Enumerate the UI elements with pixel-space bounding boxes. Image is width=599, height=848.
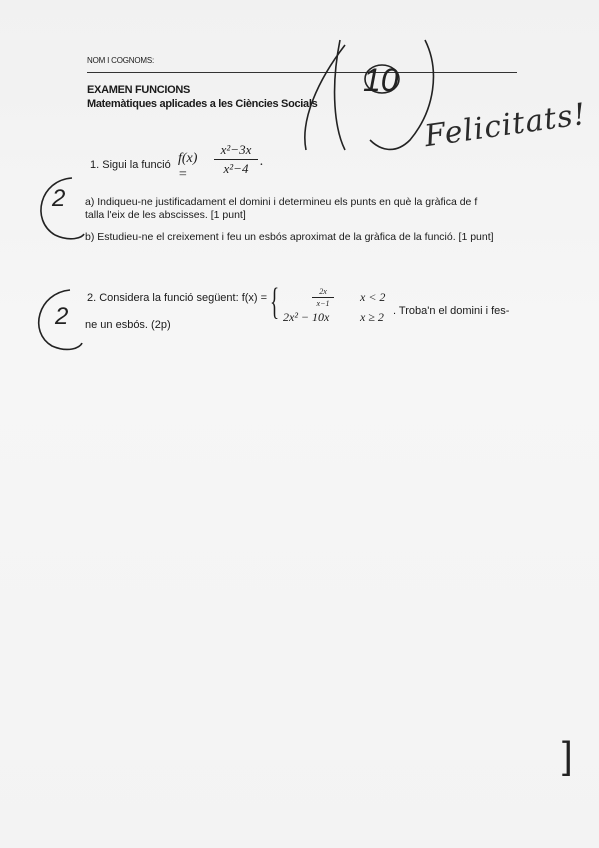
grade-mark: 10 xyxy=(363,62,399,98)
exam-title: EXAMEN FUNCIONS xyxy=(87,84,191,96)
margin-bracket: ] xyxy=(562,735,573,777)
name-label: NOM I COGNOMS: xyxy=(87,56,154,65)
piece1-denominator: x−1 xyxy=(316,299,330,308)
question-1-part-b: b) Estudieu-ne el creixement i feu un esbós aproximat de la gràfica de la funció. [1 punt] xyxy=(85,231,494,243)
piecewise-case2: 2x² − 10x xyxy=(283,310,330,324)
piecewise-cond1: x < 2 xyxy=(360,290,386,304)
question-2-piecewise xyxy=(270,281,395,327)
question-2-text-line2: ne un esbós. (2p) xyxy=(85,319,171,331)
question-1-label: 1. Sigui la funció xyxy=(90,159,171,171)
grade-slash xyxy=(335,40,345,150)
formula-numerator: x²−3x xyxy=(220,142,252,157)
question-2-text-start: 2. Considera la funció següent: f(x) = xyxy=(87,292,268,304)
formula-lhs: f(x) = xyxy=(178,151,198,182)
formula-denominator: x²−4 xyxy=(223,161,249,176)
felicitats-note: Felicitats! xyxy=(422,96,589,155)
formula-end: . xyxy=(260,154,264,169)
fraction-bar xyxy=(214,159,258,160)
exam-subtitle: Matemàtiques aplicades a les Ciències Socials xyxy=(87,98,318,110)
question-1-part-a-line2: talla l'eix de les abscisses. [1 punt] xyxy=(85,209,246,221)
name-line xyxy=(87,72,517,73)
piecewise-case1 xyxy=(312,287,334,308)
question-1-score: 2 xyxy=(52,185,66,212)
question-1-part-a-line1: a) Indiqueu-ne justificadament el domini i determineu els punts en què la gràfica de f xyxy=(85,196,478,208)
piecewise-cond2: x ≥ 2 xyxy=(360,310,384,324)
piece1-bar xyxy=(312,297,334,298)
question-2-text-end: . Troba'n el domini i fes- xyxy=(393,305,510,317)
formula-fraction xyxy=(214,142,258,177)
question-2-score: 2 xyxy=(55,303,69,330)
piece1-numerator: 2x xyxy=(319,287,327,296)
piecewise-brace: { xyxy=(270,281,280,323)
